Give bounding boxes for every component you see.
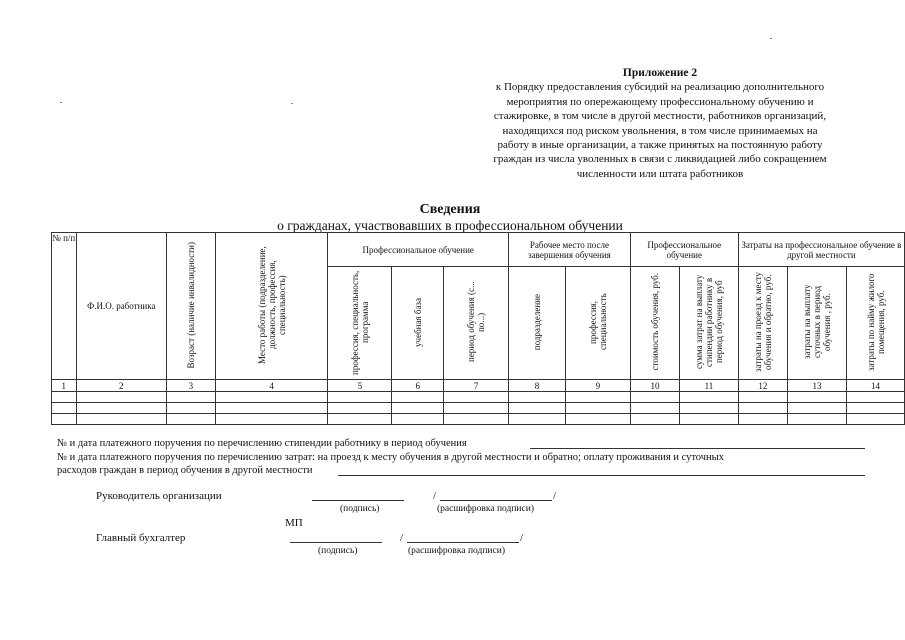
- head-signature-line[interactable]: [312, 500, 404, 501]
- scan-speck: [60, 102, 62, 103]
- column-number: 1: [52, 380, 77, 392]
- table-cell[interactable]: [167, 392, 216, 403]
- table-cell[interactable]: [444, 403, 509, 414]
- column-number: 10: [630, 380, 679, 392]
- table-cell[interactable]: [328, 392, 392, 403]
- slash: /: [553, 490, 557, 502]
- table-cell[interactable]: [847, 414, 905, 425]
- header-col-travel: [738, 267, 787, 380]
- table-cell[interactable]: [215, 403, 328, 414]
- header-col-dept: [509, 267, 566, 380]
- table-cell[interactable]: [509, 392, 566, 403]
- appendix-line: граждан из числа уволенных в связи с ликвидацией либо сокращением: [493, 153, 827, 166]
- table-cell[interactable]: [565, 392, 630, 403]
- header-col-travel-text: затраты на проезд к месту обучения и обратно, руб.: [752, 272, 773, 373]
- table-cell[interactable]: [630, 403, 679, 414]
- table-cell[interactable]: [680, 414, 739, 425]
- column-number: 5: [328, 380, 392, 392]
- table-cell[interactable]: [680, 392, 739, 403]
- header-col-dept-text: подразделение: [532, 293, 543, 351]
- header-group-training: Профессиональное обучение: [328, 233, 509, 267]
- column-number: 11: [680, 380, 739, 392]
- table-cell[interactable]: [167, 403, 216, 414]
- table-cell[interactable]: [847, 403, 905, 414]
- header-col-stipend-text: сумма затрат на выплату стипендии работнику в период обучения, руб: [693, 274, 724, 370]
- scan-speck: [770, 38, 772, 39]
- head-label: Руководитель организации: [96, 490, 222, 502]
- column-number-row: [52, 380, 905, 392]
- appendix-line: стажировке, в том числе в другой местности, работников организаций,: [493, 110, 827, 123]
- payment-line-costs: № и дата платежного поручения по перечислению затрат: на проезд к месту обучения в другой местности и обратно; оплату проживания и суточных: [57, 452, 724, 463]
- accountant-signature-line[interactable]: [290, 542, 382, 543]
- table-cell[interactable]: [167, 414, 216, 425]
- accountant-sign-caption: (подпись): [318, 546, 358, 556]
- stamp-mark: МП: [285, 517, 303, 529]
- table-cell[interactable]: [76, 414, 166, 425]
- header-col-cost: [630, 267, 679, 380]
- slash: /: [520, 532, 524, 544]
- payment-line-costs-cont: расходов граждан в период обучения в другой местности: [57, 465, 313, 476]
- header-group-prof2: Профессиональное обучение: [630, 233, 738, 267]
- appendix-line: к Порядку предоставления субсидий на реализацию дополнительного: [495, 81, 825, 94]
- table-row: [52, 403, 905, 414]
- header-col-age-text: Возраст (наличие инвалидности): [185, 241, 196, 369]
- header-col-base: [392, 267, 444, 380]
- table-cell[interactable]: [444, 392, 509, 403]
- table-cell[interactable]: [787, 414, 846, 425]
- table-cell[interactable]: [392, 403, 444, 414]
- header-col-rent-text: затраты по найму жилого помещения, руб.: [865, 273, 886, 371]
- stipend-underline[interactable]: [530, 448, 865, 449]
- header-col-spec: [565, 267, 630, 380]
- table-cell[interactable]: [509, 403, 566, 414]
- header-col-daily: [787, 267, 846, 380]
- header-group-workplace: Рабочее место после завершения обучения: [509, 233, 631, 267]
- column-number: 13: [787, 380, 846, 392]
- table-cell[interactable]: [52, 414, 77, 425]
- table-cell[interactable]: [444, 414, 509, 425]
- appendix-line: находящихся под риском увольнения, в том числе принимаемых на: [502, 124, 818, 137]
- citizens-table: [51, 232, 905, 425]
- header-col-cost-text: стоимость обучения, руб.: [649, 273, 660, 371]
- appendix-block: [440, 66, 880, 181]
- table-row: [52, 414, 905, 425]
- column-number: 2: [76, 380, 166, 392]
- table-cell[interactable]: [787, 392, 846, 403]
- column-number: 9: [565, 380, 630, 392]
- table-cell[interactable]: [328, 403, 392, 414]
- table-cell[interactable]: [847, 392, 905, 403]
- payment-line-stipend: № и дата платежного поручения по перечислению стипендии работнику в период обучения: [57, 438, 467, 449]
- header-col-stipend: [680, 267, 739, 380]
- header-col-work: [215, 233, 328, 380]
- column-number: 7: [444, 380, 509, 392]
- column-number: 12: [738, 380, 787, 392]
- heading-subtitle: о гражданах, участвовавших в профессиональном обучении: [277, 218, 623, 233]
- slash: /: [400, 532, 404, 544]
- table-cell[interactable]: [76, 392, 166, 403]
- appendix-line: работу в иные организации, а также принятых на постоянную работу: [497, 139, 823, 152]
- column-number: 6: [392, 380, 444, 392]
- table-cell[interactable]: [215, 392, 328, 403]
- column-number: 8: [509, 380, 566, 392]
- scan-speck: [291, 103, 293, 104]
- slash: /: [433, 490, 437, 502]
- table-cell[interactable]: [680, 403, 739, 414]
- header-col-no: № п/п: [52, 233, 77, 380]
- heading-title: Сведения: [419, 202, 481, 217]
- table-cell[interactable]: [738, 403, 787, 414]
- table-cell[interactable]: [630, 392, 679, 403]
- header-col-spec-text: профессия, специальность: [587, 293, 608, 351]
- table-cell[interactable]: [392, 414, 444, 425]
- head-decode-line[interactable]: [440, 500, 552, 501]
- appendix-line: мероприятия по опережающему профессиональному обучению и: [506, 95, 814, 108]
- table-cell[interactable]: [392, 392, 444, 403]
- header-col-prof: [328, 267, 392, 380]
- header-group-costs: Затраты на профессиональное обучение в другой местности: [738, 233, 904, 267]
- header-col-rent: [847, 267, 905, 380]
- header-col-base-text: учебная база: [412, 297, 423, 347]
- header-col-prof-text: профессия, специальность, программа: [349, 269, 370, 375]
- header-col-work-text: Место работы (подразделение, должность, профессия, специальность): [256, 246, 287, 364]
- accountant-decode-caption: (расшифровка подписи): [408, 546, 505, 556]
- table-cell[interactable]: [738, 414, 787, 425]
- accountant-decode-line[interactable]: [407, 542, 519, 543]
- table-cell[interactable]: [52, 403, 77, 414]
- table-cell[interactable]: [565, 414, 630, 425]
- table-cell[interactable]: [509, 414, 566, 425]
- document-heading: [180, 201, 720, 234]
- head-decode-caption: (расшифровка подписи): [437, 504, 534, 514]
- costs-underline[interactable]: [338, 475, 865, 476]
- column-number: 3: [167, 380, 216, 392]
- table-cell[interactable]: [565, 403, 630, 414]
- header-col-age: [167, 233, 216, 380]
- table-cell[interactable]: [630, 414, 679, 425]
- header-col-period: [444, 267, 509, 380]
- table-cell[interactable]: [76, 403, 166, 414]
- header-col-daily-text: затраты на выплату суточных в период обучения , руб.: [801, 284, 832, 360]
- table-cell[interactable]: [215, 414, 328, 425]
- table-row: [52, 392, 905, 403]
- appendix-line: численности или штата работников: [576, 167, 744, 180]
- column-number: 4: [215, 380, 328, 392]
- column-number: 14: [847, 380, 905, 392]
- table-cell[interactable]: [328, 414, 392, 425]
- accountant-label: Главный бухгалтер: [96, 532, 186, 544]
- header-col-fio: Ф.И.О. работника: [76, 233, 166, 380]
- head-sign-caption: (подпись): [340, 504, 380, 514]
- header-col-period-text: период обучения (с... по...): [466, 281, 487, 363]
- table-cell[interactable]: [738, 392, 787, 403]
- appendix-title: Приложение 2: [622, 67, 698, 79]
- table-cell[interactable]: [52, 392, 77, 403]
- table-cell[interactable]: [787, 403, 846, 414]
